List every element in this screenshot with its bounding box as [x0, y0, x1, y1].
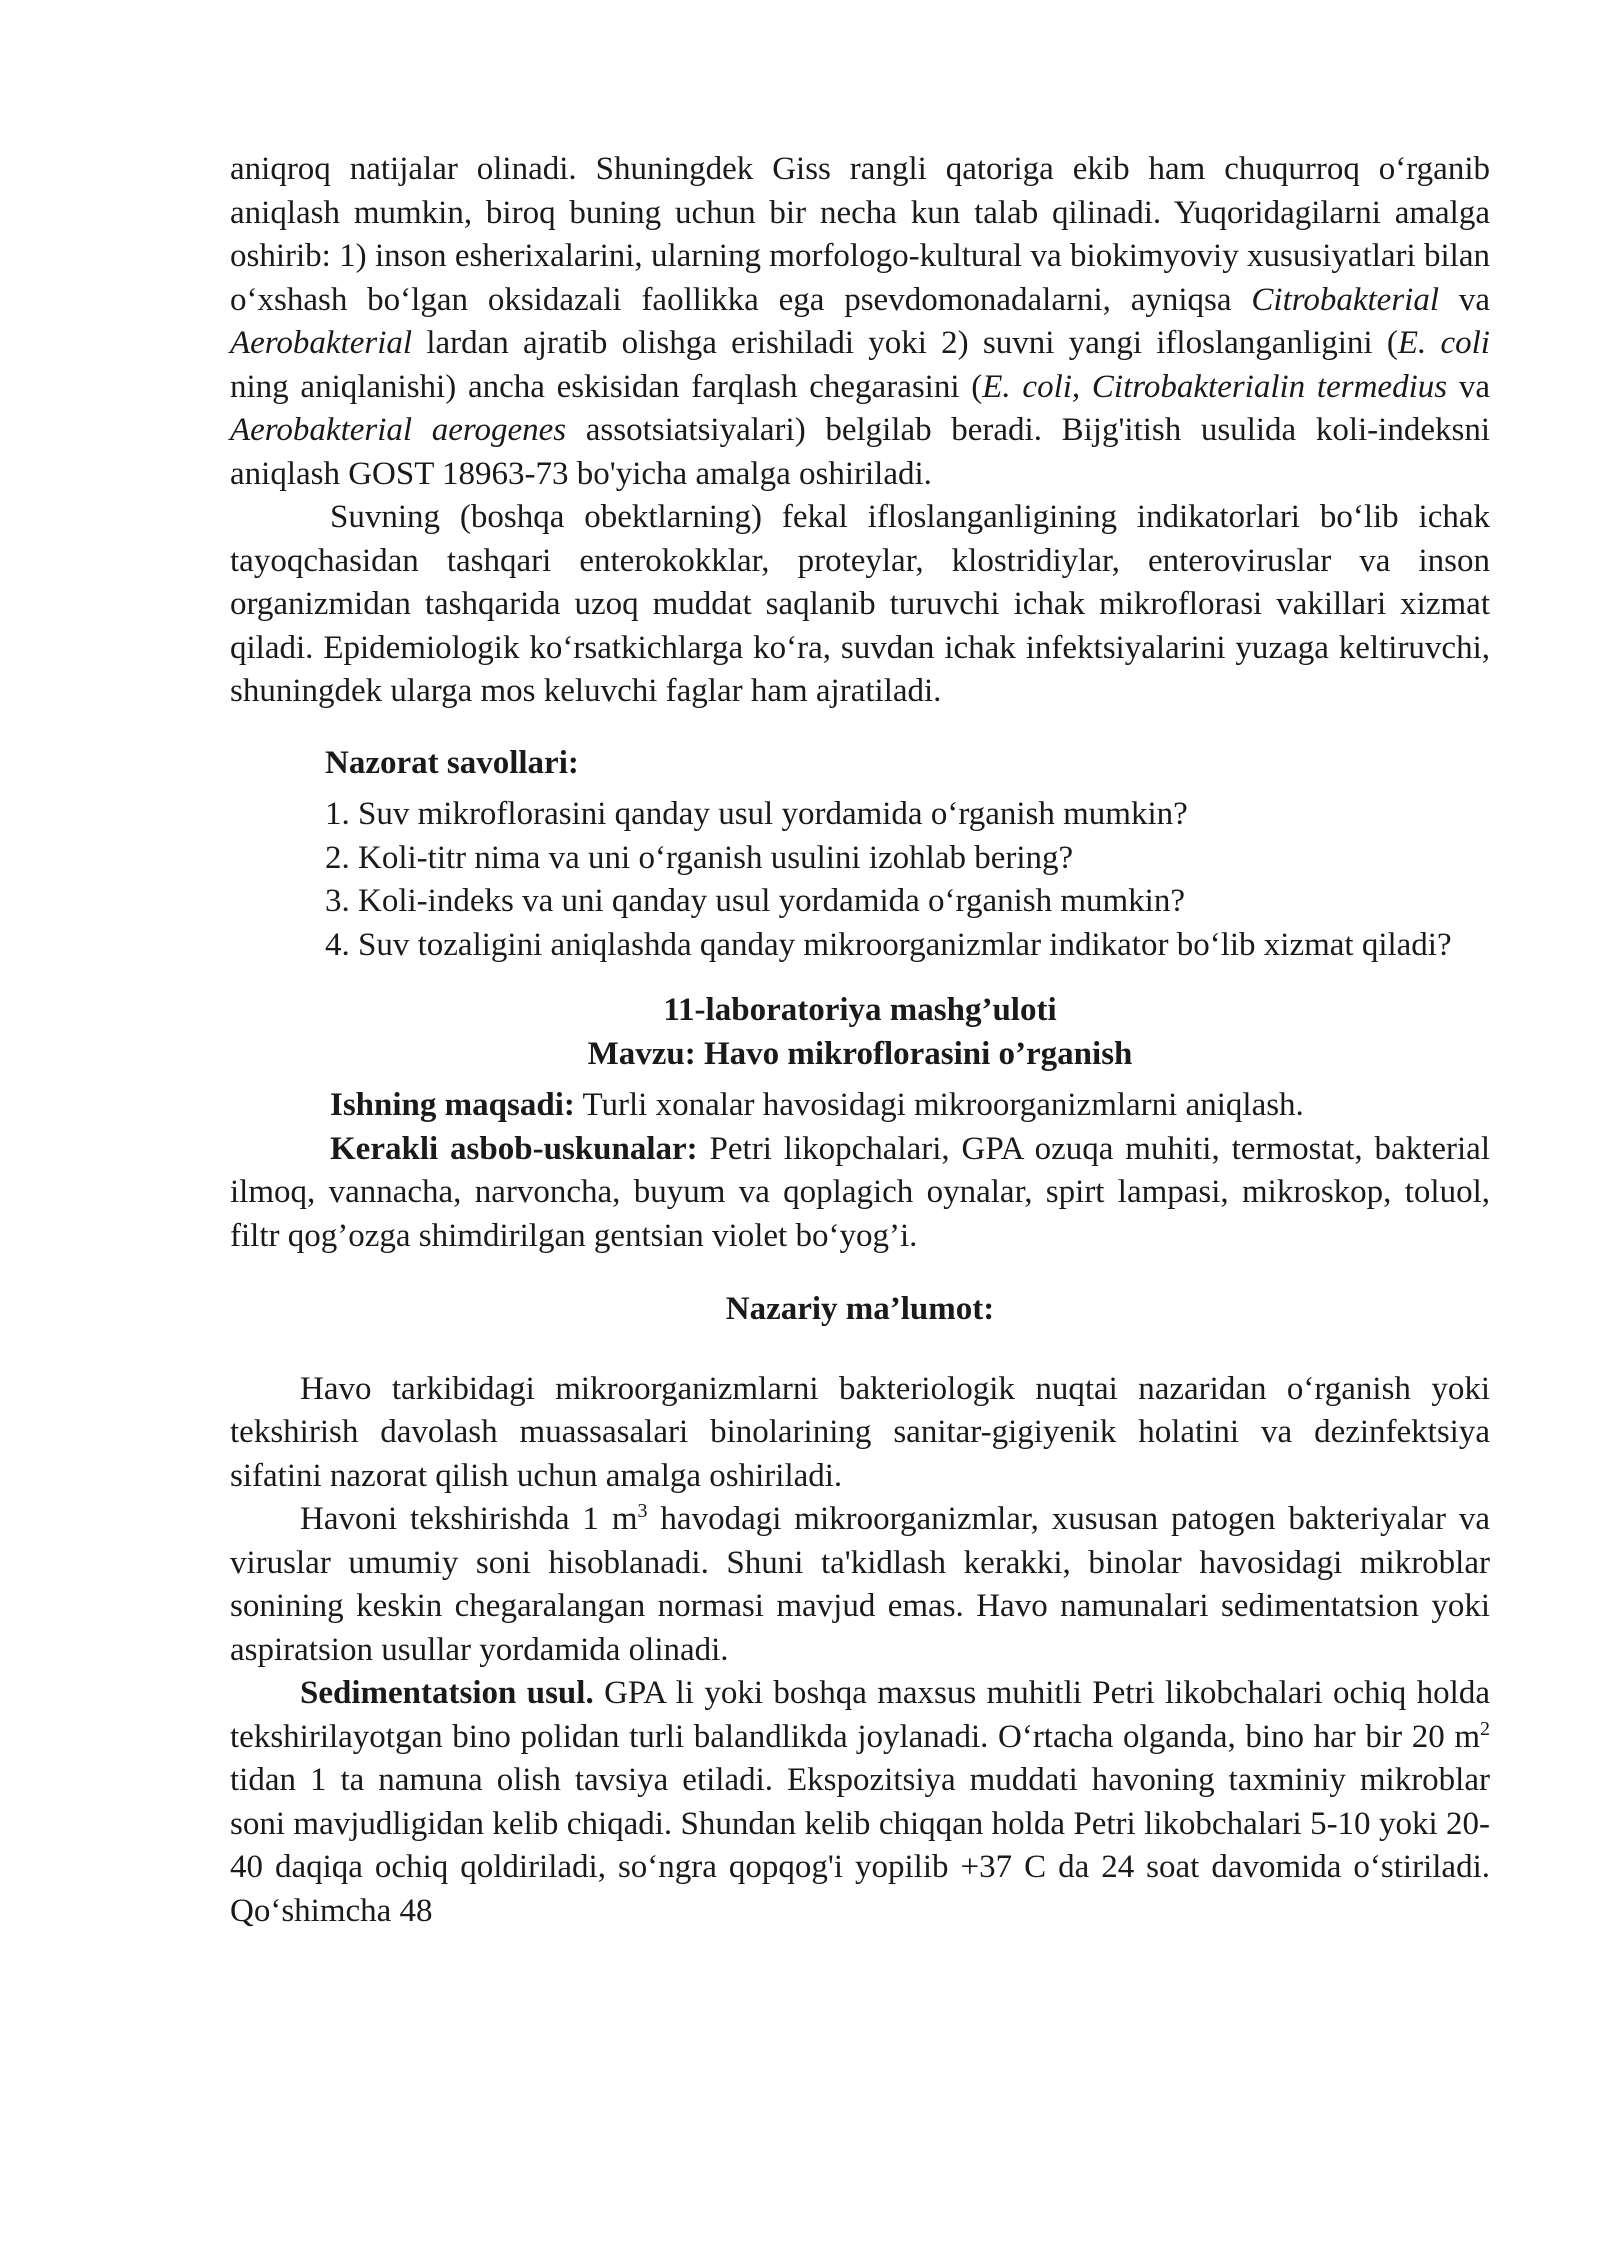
text-span: Havoni tekshirishda 1 m — [300, 1501, 638, 1537]
superscript: 3 — [637, 1500, 648, 1522]
goal-label: Ishning maqsadi: — [330, 1087, 575, 1123]
theory-paragraph-3 — [230, 1672, 1490, 1933]
equipment-label: Kerakli asbob-uskunalar: — [330, 1130, 698, 1167]
paragraph-goal — [230, 1084, 1490, 1128]
questions-title: Nazorat savollari: — [325, 744, 579, 781]
italic-term: Aerobakterial aerogenes — [230, 412, 567, 448]
questions-list — [230, 793, 1490, 967]
paragraph-intro — [230, 148, 1490, 496]
question-item: 4. Suv tozaligini aniqlashda qanday mikroorganizmlar indikator bo‘lib xizmat qiladi? — [358, 924, 1490, 968]
paragraph-equipment — [230, 1128, 1490, 1259]
text-span: aniqroq natijalar olinadi. Shuningdek Giss rangli qatoriga ekib ham chuqurroq o‘rganib aniqlash mumkin, biroq buning uchun bir necha kun talab qilinadi. Yuqoridagilarni amalga oshirib: 1) inson esherixalarini, ularning morfologo-kultural va biokimyoviy xususiyatlari bilan o‘xshash bo‘lgan oksidazali faollikka ega psevdomonadalarni, ayniqsa — [230, 151, 1490, 318]
theory-paragraph-1: Havo tarkibidagi mikroorganizmlarni bakteriologik nuqtai nazaridan o‘rganish yoki tekshirish davolash muassasalari binolarining sanitar-gigiyenik holatini va dezinfektsiya sifatini nazorat qilish uchun amalga oshiriladi. — [230, 1370, 1490, 1494]
italic-term: E. coli, Citrobakterialin termedius — [982, 368, 1448, 405]
theory-heading: Nazariy ma’lumot: — [725, 1291, 995, 1327]
question-item: 1. Suv mikroflorasini qanday usul yordamida o‘rganish mumkin? — [358, 793, 1490, 837]
paragraph-indicators: Suvning (boshqa obektlarning) fekal ifloslanganligining indikatorlari bo‘lib ichak tayoqchasidan tashqari enterokokklar, proteylar, klostridiylar, enteroviruslar va inson organizmidan tashqarida uzoq muddat saqlanib turuvchi ichak mikroflorasi vakillari xizmat qiladi. Epidemiologik ko‘rsatkichlarga ko‘ra, suvdan ichak infektsiyalarini yuzaga keltiruvchi, shuningdek ularga mos keluvchi faglar ham ajratiladi. — [230, 499, 1490, 709]
italic-term: Aerobakterial — [230, 325, 413, 361]
question-item: 2. Koli-titr nima va uni o‘rganish usulini izohlab bering? — [358, 837, 1490, 881]
text-span: havodagi mikroorganizmlar, xususan patogen bakteriyalar va viruslar umumiy soni hisoblanadi. Shuni ta'kidlash kerakki, binolar havosidagi mikroblar sonining keskin chegaralangan normasi mavjud emas. Havo namunalari sedimentatsion yoki aspiratsion usullar yordamida olinadi. — [230, 1501, 1491, 1668]
italic-term: Citrobakterial — [1251, 281, 1439, 318]
text-span: assotsiatsiyalari) belgilab beradi. Bijg'itish usulida koli-indeksni aniqlash GOST 18963-73 bo'yicha amalga oshiriladi. — [230, 412, 1490, 492]
text-span: va — [1447, 368, 1490, 405]
lab-topic: Mavzu: Havo mikroflorasini o’rganish — [587, 1035, 1133, 1072]
text-span: GPA li yoki boshqa maxsus muhitli Petri likobchalari ochiq holda tekshirilayotgan bino polidan turli balandlikda joylanadi. O‘rtacha olganda, bino har bir 20 m — [230, 1675, 1490, 1755]
question-item: 3. Koli-indeks va uni qanday usul yordamida o‘rganish mumkin? — [358, 880, 1490, 924]
text-span: tidan 1 ta namuna olish tavsiya etiladi. Ekspozitsiya muddati havoning taxminiy mikroblar soni mavjudligidan kelib chiqadi. Shundan kelib chiqqan holda Petri likobchalari 5-10 yoki 20-40 daqiqa ochiq qoldiriladi, so‘ngra qopqog'i yopilib +37 C da 24 soat davomida o‘stiriladi. Qo‘shimcha 48 — [230, 1762, 1490, 1929]
equipment-text: Petri likopchalari, GPA ozuqa muhiti, termostat, bakterial ilmoq, vannacha, narvoncha, buyum va qoplagich oynalar, spirt lampasi, mikroskop, toluol, filtr qog’ozga shimdirilgan gentsian violet bo‘yog’i. — [230, 1130, 1490, 1254]
text-span: ning aniqlanishi) ancha eskisidan farqlash chegarasini ( — [230, 368, 983, 405]
lab-heading: 11-laboratoriya mashg’uloti — [663, 992, 1057, 1028]
superscript: 2 — [1480, 1717, 1490, 1740]
italic-term: E. coli — [1397, 325, 1490, 361]
goal-text: Turli xonalar havosidagi mikroorganizmlarni aniqlash. — [574, 1087, 1304, 1123]
page-content — [230, 148, 1490, 1933]
text-span: lardan ajratib olishga erishiladi yoki 2) suvni yangi ifloslanganligini ( — [412, 325, 1398, 361]
method-label: Sedimentatsion usul. — [300, 1675, 594, 1711]
text-span: va — [1439, 281, 1490, 318]
theory-paragraph-2 — [230, 1498, 1490, 1672]
